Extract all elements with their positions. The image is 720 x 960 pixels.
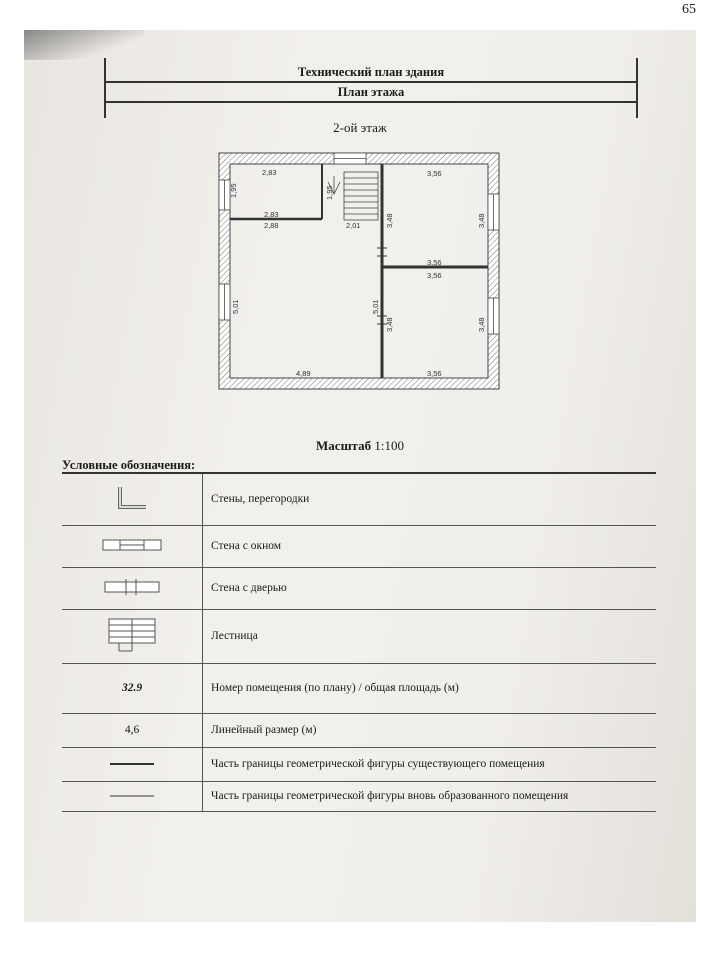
legend-row [62, 747, 656, 781]
floor-plan [214, 148, 504, 394]
dimension-label: 5,01 [231, 299, 240, 314]
legend-text: Стена с окном [203, 525, 657, 567]
dimension-label: 3,48 [385, 213, 394, 228]
dimension-label: 3,56 [427, 258, 442, 267]
legend-row [62, 609, 656, 663]
legend-text: Часть границы геометрической фигуры существующего помещения [203, 747, 657, 781]
outer-walls [219, 153, 499, 389]
dimension-label: 4,89 [296, 369, 311, 378]
dimension-label: 2,88 [264, 221, 279, 230]
legend-row [62, 663, 656, 713]
scale-line [24, 438, 696, 454]
thick-line-icon [62, 747, 203, 781]
dimension-label: 3,56 [427, 271, 442, 280]
page-number: 65 [682, 2, 696, 17]
stairs [328, 172, 378, 220]
dimension-label: 2,01 [346, 221, 361, 230]
dimension-label: 2,83 [262, 168, 277, 177]
room-number-symbol: 32.9 [62, 663, 203, 713]
legend-row [62, 781, 656, 811]
scale-value: 1:100 [374, 438, 404, 453]
dimension-label: 3,48 [477, 317, 486, 332]
legend-row [62, 567, 656, 609]
page-shadow [24, 30, 144, 60]
dimension-labels [229, 168, 486, 378]
floor-label: 2-ой этаж [333, 120, 387, 135]
scale-label: Масштаб [316, 438, 372, 453]
dimension-label: 1,95 [229, 183, 238, 198]
window-wall-icon [62, 525, 203, 567]
legend-row [62, 473, 656, 525]
legend-text: Номер помещения (по плану) / общая площадь (м) [203, 663, 657, 713]
walls-icon [62, 473, 203, 525]
dimension-label: 3,48 [385, 317, 394, 332]
dimension-label: 3,56 [427, 369, 442, 378]
legend-text: Лестница [203, 609, 657, 663]
document-sheet [24, 30, 696, 922]
legend-row [62, 713, 656, 747]
dimension-label: 3,56 [427, 169, 442, 178]
legend-text: Линейный размер (м) [203, 713, 657, 747]
legend-text: Стена с дверью [203, 567, 657, 609]
legend-table [62, 472, 656, 812]
legend-text: Стены, перегородки [203, 473, 657, 525]
legend-heading: Условные обозначения: [62, 458, 196, 472]
thin-line-icon [62, 781, 203, 811]
door-wall-icon [62, 567, 203, 609]
document-subtitle: План этажа [104, 83, 638, 103]
document-title: Технический план здания [104, 63, 638, 83]
dimension-symbol: 4,6 [62, 713, 203, 747]
dimension-label: 1,95 [325, 185, 334, 200]
windows [219, 153, 499, 334]
stairs-icon [62, 609, 203, 663]
legend-text: Часть границы геометрической фигуры вновь образованного помещения [203, 781, 657, 811]
dimension-label: 2,83 [264, 210, 279, 219]
legend-row [62, 525, 656, 567]
dimension-label: 5,01 [371, 299, 380, 314]
dimension-label: 3,48 [477, 213, 486, 228]
